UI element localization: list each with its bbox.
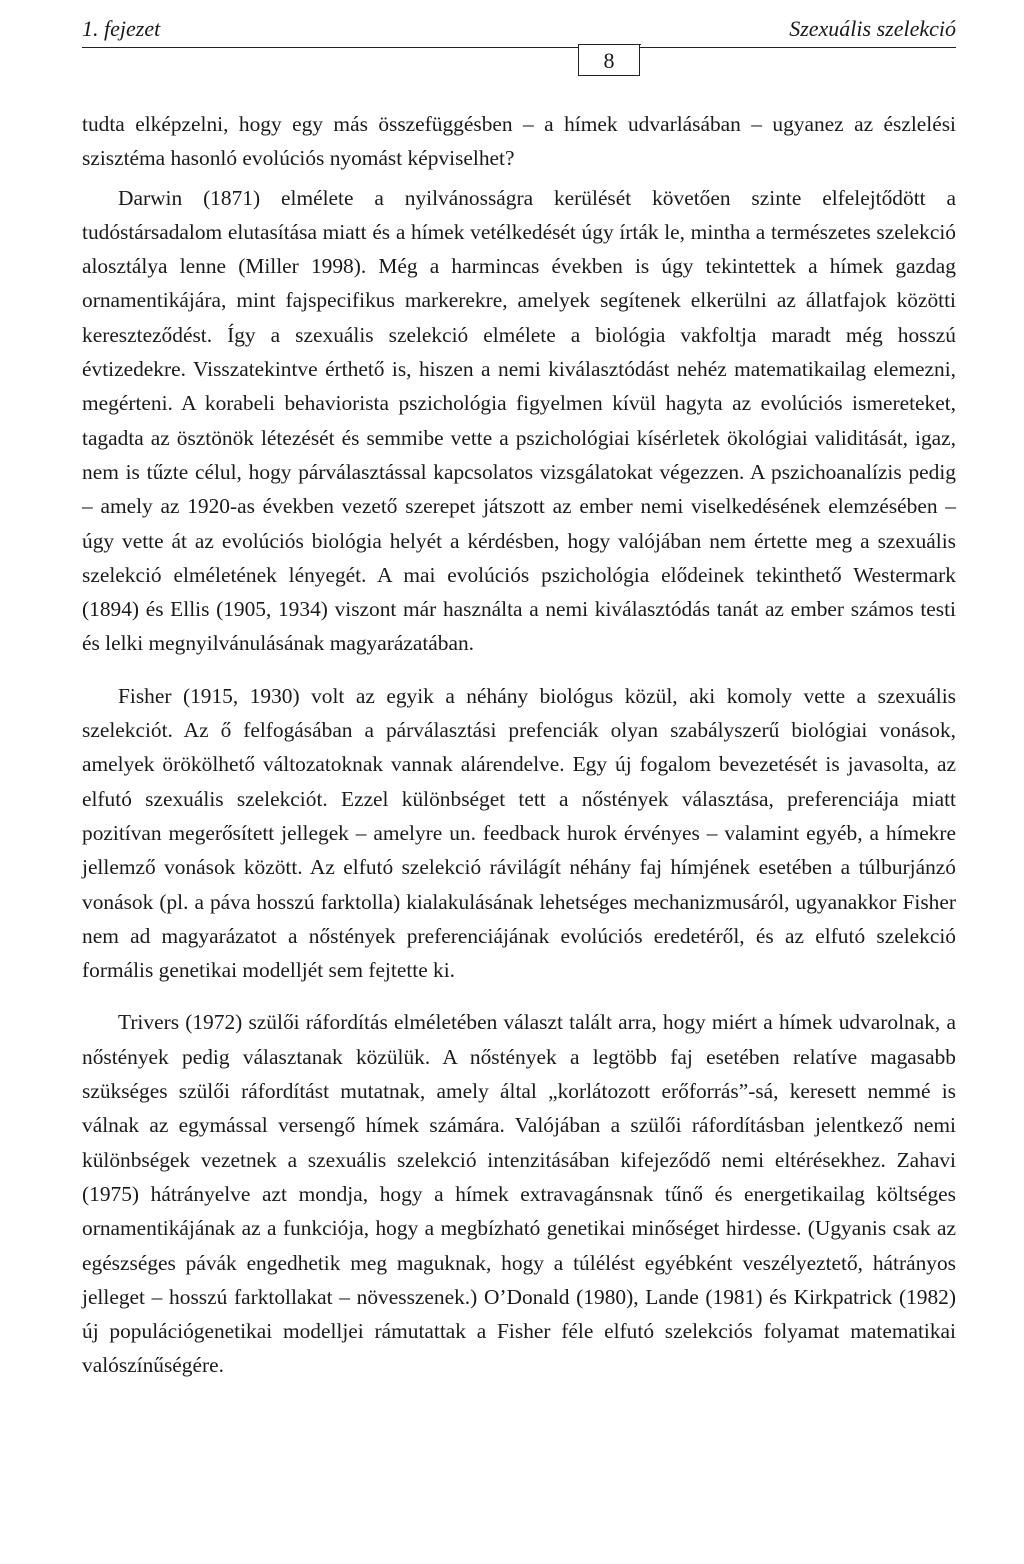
section-title: Szexuális szelekció xyxy=(789,16,956,41)
paragraph-darwin: Darwin (1871) elmélete a nyilvánosságra kerülését követően szinte elfelejtődött a tudóstársadalom elutasítása miatt és a hímek vetélkedését úgy írták le, mintha a természetes szelekció alosztálya lenne (Miller 1998). Még a harmincas években is úgy tekintettek a hímek gazdag ornamentikájára, mint fajspecifikus markerekre, amelyek segítenek elkerülni az állatfajok közötti kereszteződést. Így a szexuális szelekció elmélete a biológia vakfoltja maradt még hosszú évtizedekre. Visszatekintve érthető is, hiszen a nemi kiválasztódást nehéz matematikailag elemezni, megérteni. A korabeli behaviorista pszichológia figyelmen kívül hagyta az evolúciós ismereteket, tagadta az ösztönök létezését és semmibe vette a pszichológiai kísérletek ökológiai validitását, igaz, nem is tűzte célul, hogy párválasztással kapcsolatos vizsgálatokat végezzen. A pszichoanalízis pedig – amely az 1920-as években vezető szerepet játszott az ember nemi viselkedésének elemzésében – úgy vette át az evolúciós biológia helyét a kérdésben, hogy valójában nem értette meg a szexuális szelekció elméletének lényegét. A mai evolúciós pszichológia elődeinek tekinthető Westermark (1894) és Ellis (1905, 1934) viszont már használta a nemi kiválasztódás tanát az ember számos testi és lelki megnyilvánulásának magyarázatában. xyxy=(82,185,956,656)
page-number: 8 xyxy=(578,45,640,76)
chapter-label: 1. fejezet xyxy=(82,16,161,41)
body-text xyxy=(82,107,956,1383)
header-rule xyxy=(82,47,956,48)
paragraph-fisher: Fisher (1915, 1930) volt az egyik a néhány biológus közül, aki komoly vette a szexuális szelekciót. Az ő felfogásában a párválasztási prefenciák olyan szabályszerű biológiai vonások, amelyek örökölhető változatoknak vannak alárendelve. Egy új fogalom bevezetését is javasolta, az elfutó szexuális szelekciót. Ezzel különbséget tett a nőstények választása, preferenciája miatt pozitívan megerősített jellegek – amelyre un. feedback hurok érvényes – valamint egyéb, a hímekre jellemző vonások között. Az elfutó szelekció rávilágít néhány faj hímjének esetében a túlburjánzó vonások (pl. a páva hosszú farktolla) kialakulásának lehetséges mechanizmusáról, ugyanakkor Fisher nem ad magyarázatot a nőstények preferenciájának evolúciós eredetéről, és az elfutó szelekció formális genetikai modelljét sem fejtette ki. xyxy=(82,683,956,983)
running-header xyxy=(82,14,956,74)
paragraph-trivers: Trivers (1972) szülői ráfordítás elméletében választ talált arra, hogy miért a hímek udvarolnak, a nőstények pedig választanak közülük. A nőstények a legtöbb faj esetében relatíve magasabb szükséges szülői ráfordítást mutatnak, amely által „korlátozott erőforrás”-sá, keresett nemmé is válnak az egymással versengő hímek számára. Valójában a szülői ráfordításban jelentkező nemi különbségek vezetnek a szexuális szelekció intenzitásában kifejeződő nemi eltérésekhez. Zahavi (1975) hátrányelve azt mondja, hogy a hímek extravagánsnak tűnő és energetikailag költséges ornamentikájának az a funkciója, hogy a megbízható genetikai minőséget hirdesse. (Ugyanis csak az egészséges pávák engedhetik meg maguknak, hogy a túlélést egyébként veszélyeztető, hátrányos jelleget – hosszú farktollakat – növesszenek.) O’Donald (1980), Lande (1981) és Kirkpatrick (1982) új populációgenetikai modelljei rámutattak a Fisher féle elfutó szelekciós folyamat matematikai valószínűségére. xyxy=(82,1010,956,1378)
paragraph-continued: tudta elképzelni, hogy egy más összefüggésben – a hímek udvarlásában – ugyanez az észlelési szisztéma hasonló evolúciós nyomást képviselhet? xyxy=(82,112,956,171)
